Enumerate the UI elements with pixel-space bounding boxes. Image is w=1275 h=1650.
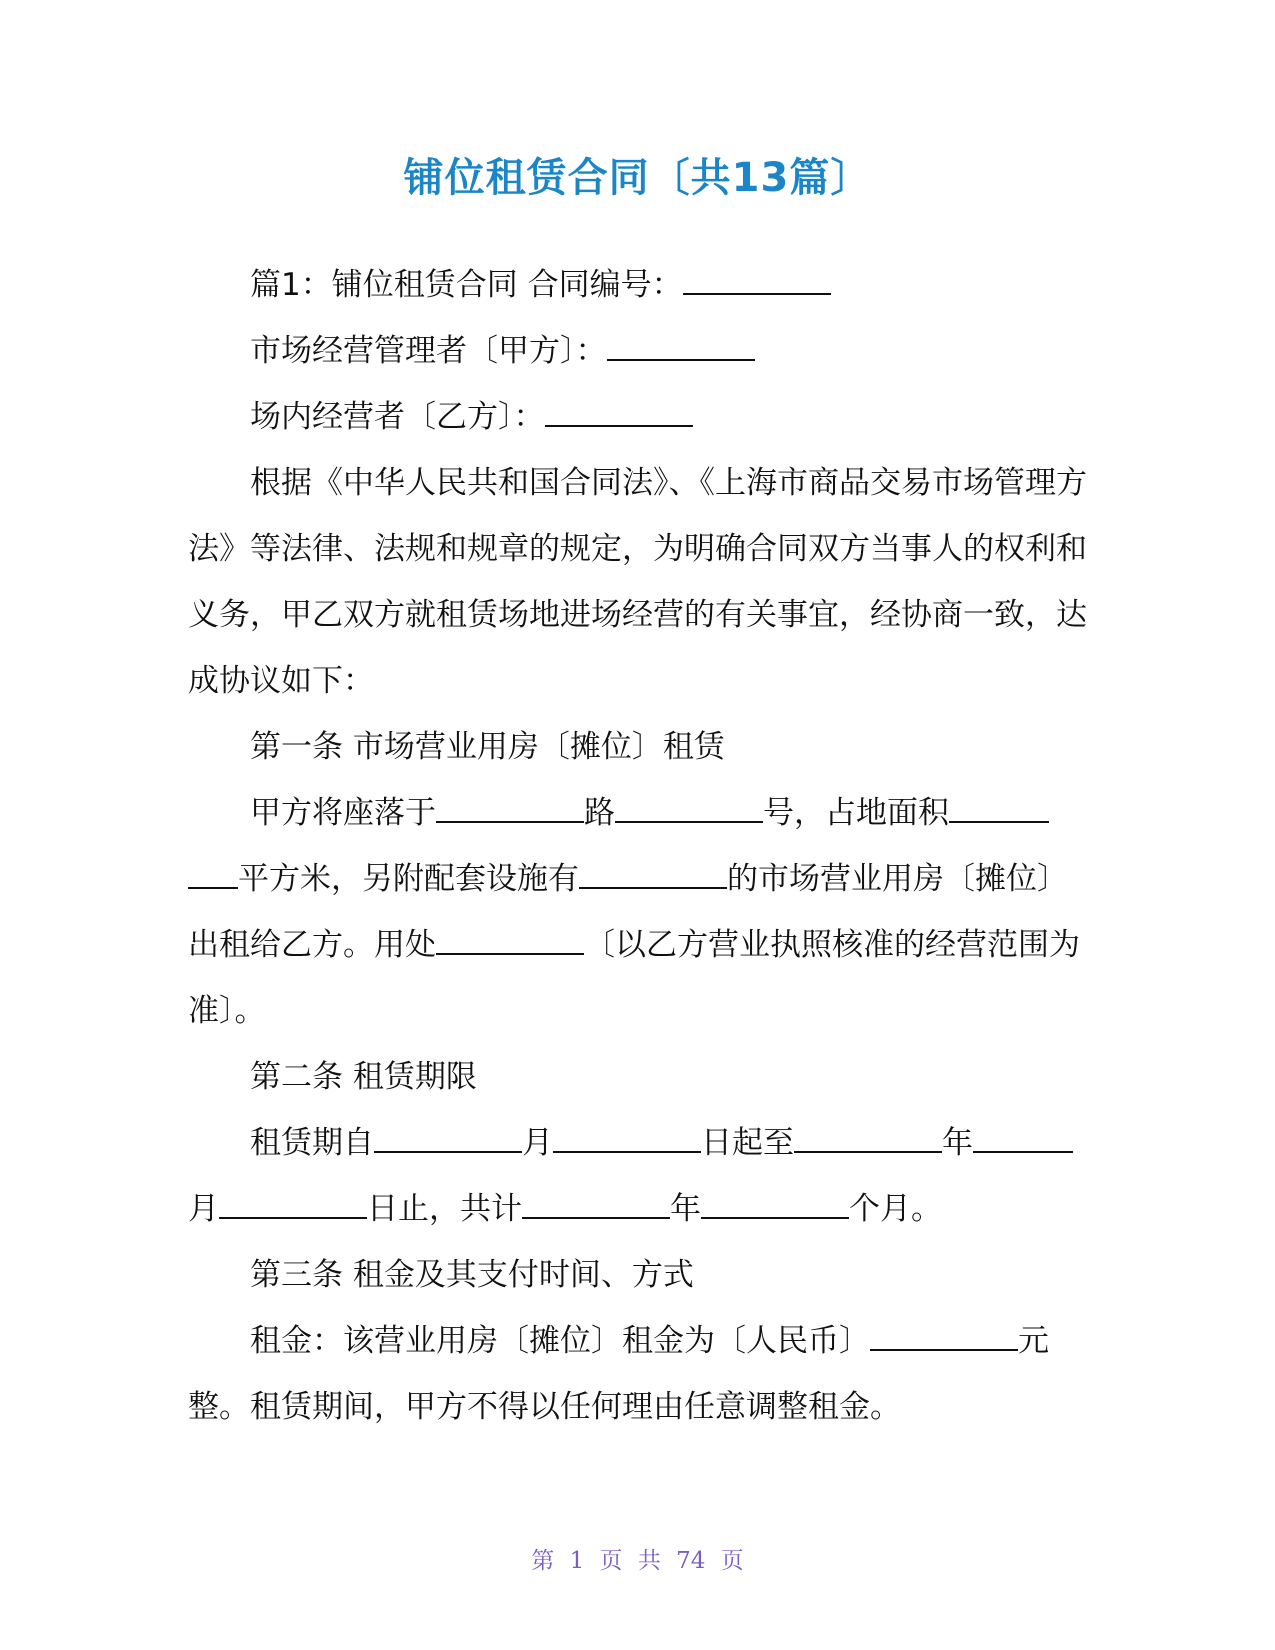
blank — [436, 921, 584, 955]
text: 个月。 — [849, 1191, 942, 1227]
article-heading: 第一条 市场营业用房〔摊位〕租赁 — [250, 729, 725, 765]
text: 〔以乙方营业执照核准的经营范围为准〕。 — [188, 927, 1080, 1029]
blank — [219, 1185, 367, 1219]
contract-number-blank — [683, 261, 831, 295]
text: 日止，共计 — [367, 1191, 522, 1227]
paragraph — [188, 384, 1088, 450]
text: 月 — [522, 1125, 553, 1161]
text: 年 — [942, 1125, 973, 1161]
text: 甲方将座落于 — [250, 795, 436, 831]
article-heading: 第三条 租金及其支付时间、方式 — [250, 1257, 694, 1293]
blank — [973, 1119, 1023, 1153]
blank — [436, 789, 584, 823]
text: 月 — [188, 1191, 219, 1227]
paragraph — [188, 1308, 1088, 1440]
paragraph — [188, 780, 1088, 1044]
text: 日起至 — [701, 1125, 794, 1161]
party-b-blank — [545, 393, 693, 427]
paragraph — [188, 1110, 1088, 1242]
text: 平方米，另附配套设施有 — [238, 861, 579, 897]
text: 租赁期自 — [250, 1125, 374, 1161]
document-body — [188, 252, 1088, 1440]
contract-header: 篇1：铺位租赁合同 合同编号： — [250, 267, 683, 303]
text: 元整。租赁期间，甲方不得以任何理由任意调整租金。 — [188, 1323, 1049, 1425]
text: 路 — [584, 795, 615, 831]
blank — [794, 1119, 942, 1153]
party-a-blank — [607, 327, 755, 361]
paragraph — [188, 252, 1088, 318]
paragraph: 根据《中华人民共和国合同法》、《上海市商品交易市场管理方法》等法律、法规和规章的规定，为明确合同双方当事人的权利和义务，甲乙双方就租赁场地进场经营的有关事宜，经协商一致，达成协议如下： — [188, 465, 1087, 699]
blank — [579, 855, 727, 889]
party-b-label: 场内经营者〔乙方〕： — [250, 399, 545, 435]
blank — [615, 789, 763, 823]
text: 租金：该营业用房〔摊位〕租金为〔人民币〕 — [250, 1323, 870, 1359]
blank — [949, 789, 1049, 823]
blank — [553, 1119, 701, 1153]
text: 号，占地面积 — [763, 795, 949, 831]
blank — [870, 1317, 1018, 1351]
paragraph — [188, 318, 1088, 384]
blank — [701, 1185, 849, 1219]
text: 年 — [670, 1191, 701, 1227]
text: 的市场营业用房〔摊位〕出租给乙方。用处 — [188, 861, 1068, 963]
article-heading: 第二条 租赁期限 — [250, 1059, 477, 1095]
blank — [1023, 1119, 1073, 1153]
blank — [188, 855, 238, 889]
party-a-label: 市场经营管理者〔甲方〕： — [250, 333, 607, 369]
document-title: 铺位租赁合同〔共13篇〕 — [403, 155, 872, 201]
blank — [522, 1185, 670, 1219]
blank — [374, 1119, 522, 1153]
page-footer: 第 1 页 共 74 页 — [531, 1548, 744, 1574]
